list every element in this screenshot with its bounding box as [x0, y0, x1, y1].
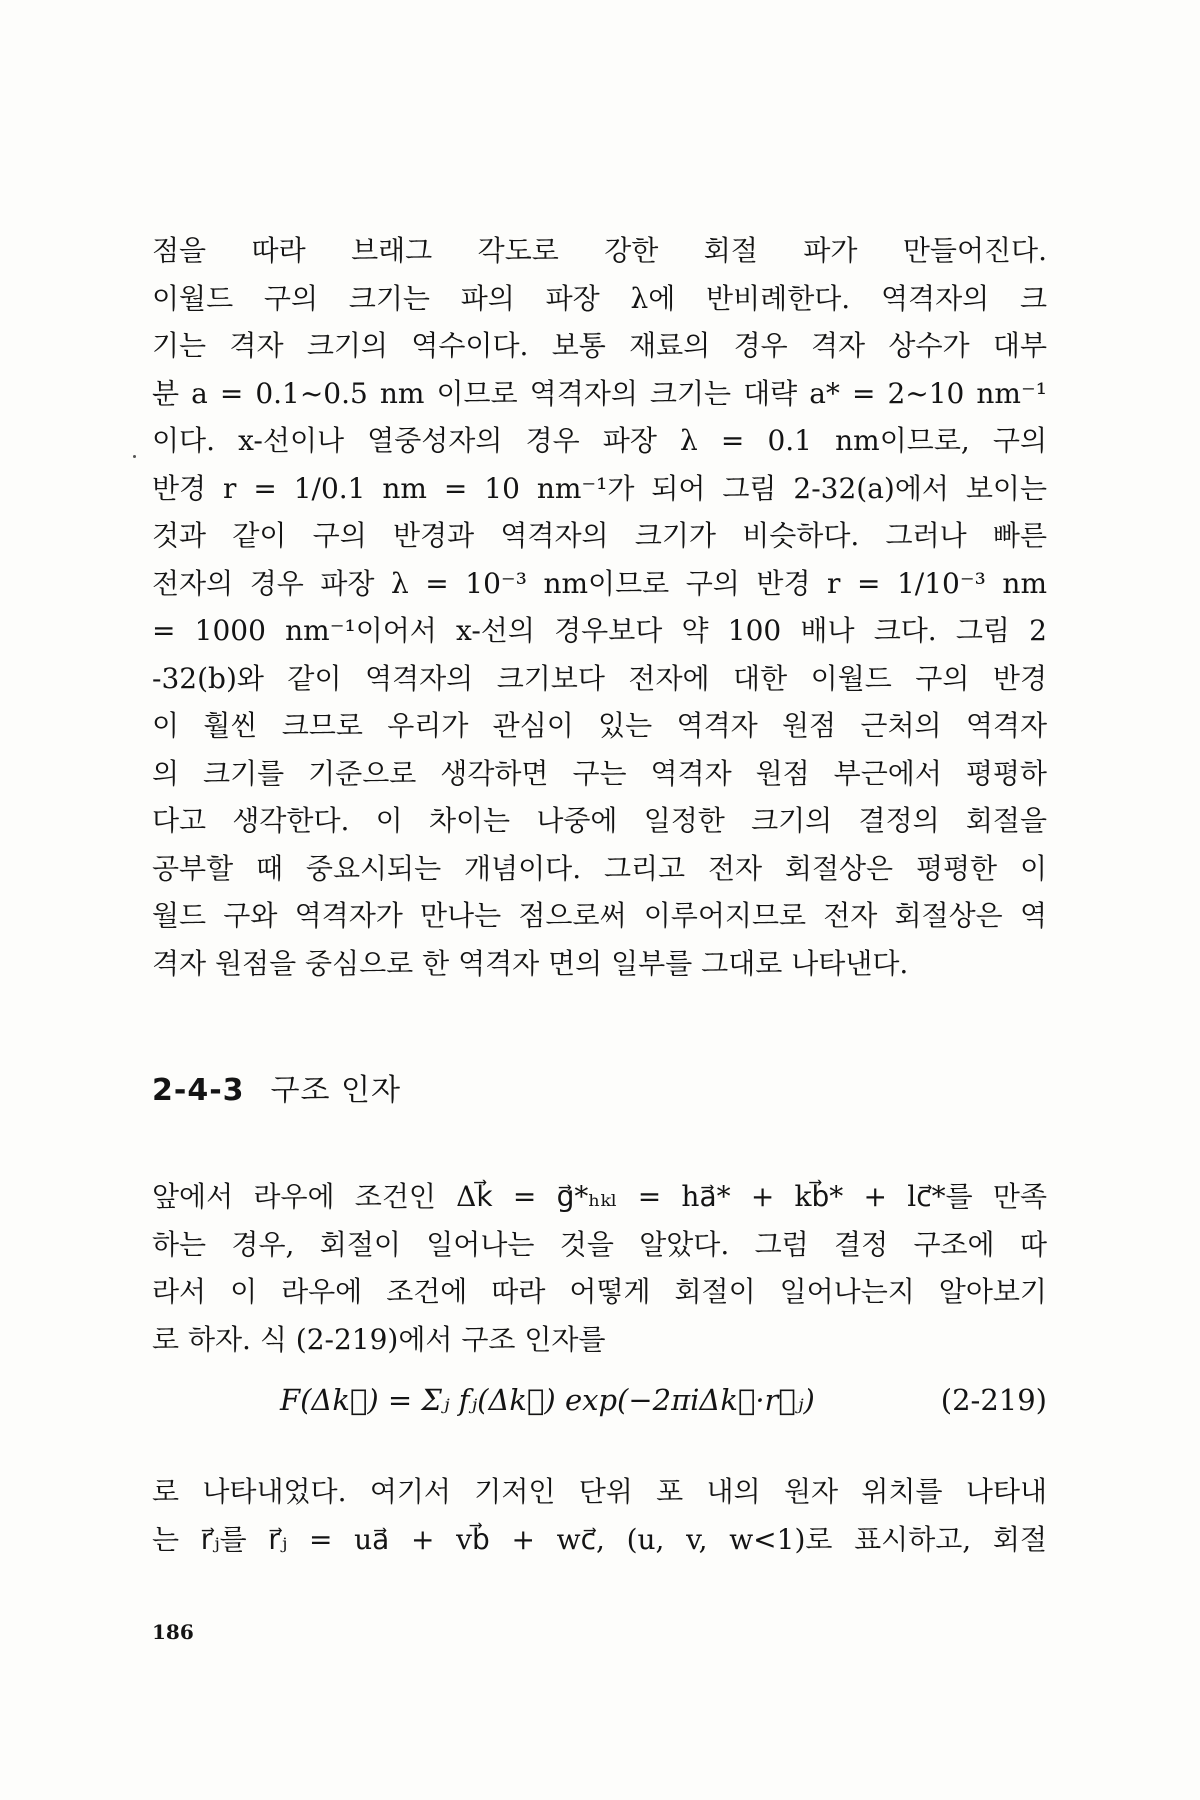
paragraph-ewald-sphere — [152, 227, 1047, 987]
text-line: 반경 r = 1/0.1 nm = 10 nm⁻¹가 되어 그림 2-32(a)에서 보이는 — [152, 471, 1047, 505]
text-line: 로 나타내었다. 여기서 기저인 단위 포 내의 원자 위치를 나타내 — [152, 1475, 1047, 1508]
text-line: 는 r⃗ⱼ를 r⃗ⱼ = ua⃗ + vb⃗ + wc⃗, (u, v, w<1)로 표시하고, 회절 — [152, 1522, 1047, 1556]
text-line: 의 크기를 기준으로 생각하면 구는 역격자 원점 부근에서 평평하 — [152, 756, 1047, 790]
text-line: 전자의 경우 파장 λ = 10⁻³ nm이므로 구의 반경 r = 1/10⁻³ nm — [152, 566, 1047, 600]
paragraph-atom-position — [152, 1468, 1047, 1563]
text-line: 이월드 구의 크기는 파의 파장 λ에 반비례한다. 역격자의 크 — [152, 281, 1047, 315]
section-heading — [152, 1065, 401, 1109]
text-line: 분 a = 0.1~0.5 nm 이므로 역격자의 크기는 대략 a* = 2~10 nm⁻¹ — [152, 376, 1047, 410]
text-line: 격자 원점을 중심으로 한 역격자 면의 일부를 그대로 나타낸다. — [152, 946, 909, 980]
text-line: 이다. x-선이나 열중성자의 경우 파장 λ = 0.1 nm이므로, 구의 — [152, 424, 1047, 457]
text-line: 로 하자. 식 (2-219)에서 구조 인자를 — [152, 1322, 606, 1356]
paragraph-laue-condition — [152, 1173, 1047, 1363]
text-line: 라서 이 라우에 조건에 따라 어떻게 회절이 일어나는지 알아보기 — [152, 1275, 1047, 1308]
text-line: 하는 경우, 회절이 일어나는 것을 알았다. 그럼 결정 구조에 따 — [152, 1227, 1047, 1261]
equation-number: (2-219) — [940, 1383, 1047, 1417]
page-number: 186 — [152, 1620, 194, 1644]
text-line: 이 훨씬 크므로 우리가 관심이 있는 역격자 원점 근처의 역격자 — [152, 709, 1047, 742]
text-line: 점을 따라 브래그 각도로 강한 회절 파가 만들어진다. — [152, 234, 1047, 267]
text-line: 다고 생각한다. 이 차이는 나중에 일정한 크기의 결정의 회절을 — [152, 804, 1047, 837]
equation-block — [152, 1383, 1047, 1433]
section-number: 2-4-3 — [152, 1073, 245, 1108]
text-line: 것과 같이 구의 반경과 역격자의 크기가 비슷하다. 그러나 빠른 — [152, 519, 1047, 552]
margin-mark — [133, 455, 136, 458]
structure-factor-equation: F(Δk⃗) = Σⱼ fⱼ(Δk⃗) exp(−2πiΔk⃗·r⃗ⱼ) — [280, 1383, 815, 1417]
section-title: 구조 인자 — [270, 1073, 401, 1108]
text-line: 월드 구와 역격자가 만나는 점으로써 이루어지므로 전자 회절상은 역 — [152, 899, 1047, 932]
text-line: 앞에서 라우에 조건인 Δk⃗ = g⃗*ₕₖₗ = ha⃗* + kb⃗* + lc⃗*를 만족 — [152, 1180, 1047, 1213]
text-line: = 1000 nm⁻¹이어서 x-선의 경우보다 약 100 배나 크다. 그림 2 — [152, 614, 1047, 647]
text-line: 기는 격자 크기의 역수이다. 보통 재료의 경우 격자 상수가 대부 — [152, 329, 1047, 362]
text-line: 공부할 때 중요시되는 개념이다. 그리고 전자 회절상은 평평한 이 — [152, 851, 1047, 885]
text-line: -32(b)와 같이 역격자의 크기보다 전자에 대한 이월드 구의 반경 — [152, 661, 1047, 695]
